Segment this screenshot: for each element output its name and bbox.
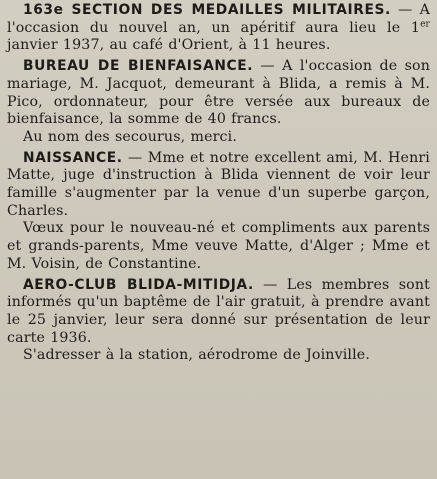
article-medailles-militaires bbox=[7, 2, 430, 55]
article-paragraph: Au nom des secourus, merci. bbox=[23, 128, 237, 145]
article-heading: AERO-CLUB BLIDA-MITIDJA. bbox=[23, 276, 254, 293]
article-bureau-bienfaisance bbox=[7, 58, 430, 129]
article-aero-club bbox=[7, 277, 430, 348]
article-paragraph: S'adresser à la station, aérodrome de Joinville. bbox=[23, 347, 371, 364]
ordinal-suffix: er bbox=[420, 18, 430, 29]
article-body-continued: janvier 1937, au café d'Orient, à 11 heures. bbox=[7, 37, 331, 54]
article-naissance bbox=[7, 150, 430, 221]
article-heading: 163e SECTION DES MEDAILLES MILITAIRES. bbox=[23, 2, 391, 18]
article-paragraph: Vœux pour le nouveau-né et compliments aux parents et grands-parents, Mme veuve Matte, d'Alger ; Mme et M. Voisin, de Constantine. bbox=[7, 220, 430, 272]
article-heading: NAISSANCE. bbox=[23, 149, 123, 166]
article-body: — A l'occasion de son mariage, M. Jacquot, demeurant à Blida, a remis à M. Pico, ordonnateur, pour être versée aux bureaux de bienfaisance, la somme de 40 francs. bbox=[7, 58, 431, 128]
article-body: — Les membres sont informés qu'un baptême de l'air gratuit, à prendre avant le 25 janvier, leur sera donné sur présentation de leur carte 1936. bbox=[7, 276, 430, 346]
article-body: — A l'occasion du nouvel an, un apéritif aura lieu le 1 bbox=[7, 2, 430, 36]
article-body: — Mme et notre excellent ami, M. Henri Matte, juge d'instruction à Blida viennent de voir leur famille s'augmenter par la venue d'un superbe garçon, Charles. bbox=[7, 149, 430, 219]
article-heading: BUREAU DE BIENFAISANCE. bbox=[23, 58, 254, 75]
